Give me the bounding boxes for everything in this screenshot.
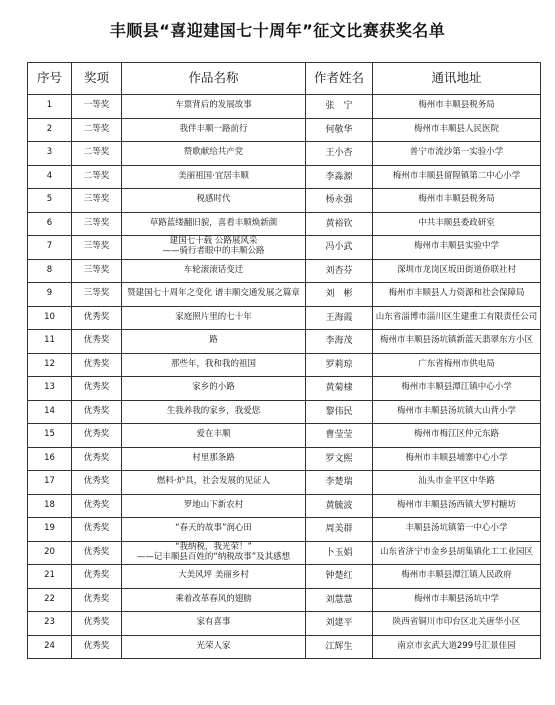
table-row xyxy=(28,165,541,189)
cell-author: 冯小武 xyxy=(306,236,373,260)
cell-title xyxy=(122,377,306,401)
cell-address: 山东省济宁市金乡县胡集镇化工工业园区 xyxy=(373,541,541,565)
title-line: 村里那条路 xyxy=(192,452,235,463)
cell-author: 刘慧慧 xyxy=(306,588,373,612)
cell-title xyxy=(122,259,306,283)
table-row xyxy=(28,212,541,236)
table-row xyxy=(28,118,541,142)
cell-no: 14 xyxy=(28,400,72,424)
cell-no: 8 xyxy=(28,259,72,283)
title-line: ——骑行者眼中的丰顺公路 xyxy=(162,246,265,257)
cell-address: 梅州市丰顺县实验中学 xyxy=(373,236,541,260)
cell-author: 王海霞 xyxy=(306,306,373,330)
header-address: 通讯地址 xyxy=(373,63,541,95)
cell-no: 17 xyxy=(28,471,72,495)
cell-award: 优秀奖 xyxy=(72,471,122,495)
cell-award: 二等奖 xyxy=(72,118,122,142)
cell-award: 优秀奖 xyxy=(72,518,122,542)
cell-no: 7 xyxy=(28,236,72,260)
cell-title xyxy=(122,565,306,589)
cell-author: 李海茂 xyxy=(306,330,373,354)
cell-title xyxy=(122,588,306,612)
cell-address: 梅州市丰顺县汤西镇大罗村糖坊 xyxy=(373,494,541,518)
table-row xyxy=(28,518,541,542)
title-line: 生我养我的家乡，我爱您 xyxy=(166,405,261,416)
table-row xyxy=(28,588,541,612)
table-row xyxy=(28,330,541,354)
cell-award: 三等奖 xyxy=(72,236,122,260)
cell-address: 中共丰顺县委政研室 xyxy=(373,212,541,236)
cell-author: 周美群 xyxy=(306,518,373,542)
cell-address: 山东省淄博市淄川区生建重工有限责任公司 xyxy=(373,306,541,330)
table-row xyxy=(28,353,541,377)
cell-title xyxy=(122,447,306,471)
cell-author: 黄裕钦 xyxy=(306,212,373,236)
cell-no: 11 xyxy=(28,330,72,354)
cell-award: 三等奖 xyxy=(72,283,122,307)
cell-title xyxy=(122,189,306,213)
title-line: ——记丰顺县百姓的“纳税故事”及其感想 xyxy=(136,551,291,562)
cell-no: 19 xyxy=(28,518,72,542)
table-row xyxy=(28,494,541,518)
cell-address: 梅州市丰顺县潭江镇中心小学 xyxy=(373,377,541,401)
cell-author: 刘杏芬 xyxy=(306,259,373,283)
cell-award: 一等奖 xyxy=(72,95,122,119)
cell-author: 李淼源 xyxy=(306,165,373,189)
cell-author: 卜玉娟 xyxy=(306,541,373,565)
cell-no: 13 xyxy=(28,377,72,401)
title-line: 大美风坪 美丽乡村 xyxy=(178,570,249,581)
cell-no: 9 xyxy=(28,283,72,307)
cell-address: 广东省梅州市供电局 xyxy=(373,353,541,377)
cell-address: 梅州市丰顺县汤坑中学 xyxy=(373,588,541,612)
cell-title xyxy=(122,165,306,189)
cell-address: 梅州市丰顺县税务局 xyxy=(373,95,541,119)
table-row xyxy=(28,142,541,166)
cell-address: 梅州市梅江区仲元东路 xyxy=(373,424,541,448)
cell-address: 梅州市丰顺县留隍镇第二中心小学 xyxy=(373,165,541,189)
table-row xyxy=(28,635,541,659)
cell-no: 3 xyxy=(28,142,72,166)
table-row xyxy=(28,259,541,283)
cell-no: 24 xyxy=(28,635,72,659)
title-line: 税感时代 xyxy=(196,194,231,205)
cell-address: 梅州市丰顺县汤坑镇大山背小学 xyxy=(373,400,541,424)
cell-author: 王小杏 xyxy=(306,142,373,166)
cell-award: 优秀奖 xyxy=(72,306,122,330)
cell-address: 深圳市龙岗区坂田街道侨联社村 xyxy=(373,259,541,283)
cell-award: 三等奖 xyxy=(72,212,122,236)
cell-no: 18 xyxy=(28,494,72,518)
title-line: 那些年，我和我的祖国 xyxy=(170,358,256,369)
cell-author: 黎伟民 xyxy=(306,400,373,424)
table-row xyxy=(28,565,541,589)
cell-author: 张 宁 xyxy=(306,95,373,119)
cell-author: 黄菊棣 xyxy=(306,377,373,401)
cell-title xyxy=(122,494,306,518)
cell-award: 优秀奖 xyxy=(72,400,122,424)
title-line: “我纳税，我光荣！” xyxy=(175,541,252,552)
cell-award: 优秀奖 xyxy=(72,565,122,589)
cell-award: 优秀奖 xyxy=(72,447,122,471)
table-body xyxy=(28,95,541,659)
cell-address: 梅州市丰顺县汤坑镇新蓝天翡翠东方小区 xyxy=(373,330,541,354)
cell-award: 二等奖 xyxy=(72,165,122,189)
title-line: 车票背后的发展故事 xyxy=(175,100,252,111)
title-line: 我伴丰顺一路前行 xyxy=(179,123,248,134)
table-row xyxy=(28,283,541,307)
cell-title xyxy=(122,400,306,424)
title-line: 家乡的小路 xyxy=(192,382,235,393)
cell-title xyxy=(122,353,306,377)
cell-no: 23 xyxy=(28,612,72,636)
cell-title xyxy=(122,306,306,330)
table-row xyxy=(28,400,541,424)
table-row xyxy=(28,447,541,471)
cell-title xyxy=(122,612,306,636)
title-line: 家庭照片里的七十年 xyxy=(175,311,252,322)
title-line: 路 xyxy=(209,335,218,346)
title-line: 燃料·炉具，社会发展的见证人 xyxy=(156,476,271,487)
cell-title xyxy=(122,541,306,565)
cell-author: 罗文熙 xyxy=(306,447,373,471)
cell-address: 南京市玄武大道299号汇景佳园 xyxy=(373,635,541,659)
table-row xyxy=(28,189,541,213)
cell-title xyxy=(122,330,306,354)
title-line: “春天的故事”润心田 xyxy=(175,523,252,534)
cell-title xyxy=(122,95,306,119)
cell-title xyxy=(122,142,306,166)
cell-address: 汕头市金平区中华路 xyxy=(373,471,541,495)
cell-title xyxy=(122,283,306,307)
winners-table xyxy=(27,62,541,659)
cell-award: 优秀奖 xyxy=(72,541,122,565)
cell-award: 优秀奖 xyxy=(72,494,122,518)
cell-no: 6 xyxy=(28,212,72,236)
table-row xyxy=(28,377,541,401)
cell-award: 优秀奖 xyxy=(72,424,122,448)
cell-author: 李楚瑞 xyxy=(306,471,373,495)
cell-title xyxy=(122,635,306,659)
title-line: 车轮滚滚话变迁 xyxy=(183,264,244,275)
table-row xyxy=(28,306,541,330)
table-row xyxy=(28,541,541,565)
cell-author: 曹莹莹 xyxy=(306,424,373,448)
title-line: 光荣人家 xyxy=(196,640,231,651)
cell-no: 15 xyxy=(28,424,72,448)
cell-award: 优秀奖 xyxy=(72,612,122,636)
header-title: 作品名称 xyxy=(122,63,306,95)
table-header-row xyxy=(28,63,541,95)
cell-award: 优秀奖 xyxy=(72,353,122,377)
table-row xyxy=(28,471,541,495)
cell-title xyxy=(122,471,306,495)
cell-title xyxy=(122,118,306,142)
cell-address: 梅州市丰顺县潭江镇人民政府 xyxy=(373,565,541,589)
title-line: 爱在丰顺 xyxy=(196,429,231,440)
cell-no: 22 xyxy=(28,588,72,612)
cell-address: 丰顺县汤坑镇第一中心小学 xyxy=(373,518,541,542)
cell-no: 10 xyxy=(28,306,72,330)
cell-author: 刘 彬 xyxy=(306,283,373,307)
table-row xyxy=(28,424,541,448)
cell-title xyxy=(122,236,306,260)
cell-award: 三等奖 xyxy=(72,259,122,283)
cell-address: 普宁市流沙第一实验小学 xyxy=(373,142,541,166)
cell-no: 5 xyxy=(28,189,72,213)
document-title: 丰顺县“喜迎建国七十周年”征文比赛获奖名单 xyxy=(109,21,446,40)
cell-no: 1 xyxy=(28,95,72,119)
title-line: 草路蓝缕翻旧貌，喜看丰顺焕新颜 xyxy=(149,217,278,228)
cell-no: 4 xyxy=(28,165,72,189)
title-line: 罗地山下新农村 xyxy=(183,499,244,510)
cell-author: 杨永强 xyxy=(306,189,373,213)
title-line: 赞建国七十周年之变化 谱丰顺交通发展之篇章 xyxy=(127,288,300,299)
cell-title xyxy=(122,424,306,448)
header-author: 作者姓名 xyxy=(306,63,373,95)
title-line: 家有喜事 xyxy=(196,617,231,628)
cell-award: 优秀奖 xyxy=(72,377,122,401)
cell-award: 三等奖 xyxy=(72,189,122,213)
cell-no: 16 xyxy=(28,447,72,471)
table-row xyxy=(28,612,541,636)
cell-award: 优秀奖 xyxy=(72,635,122,659)
header-award: 奖项 xyxy=(72,63,122,95)
cell-title xyxy=(122,212,306,236)
cell-award: 优秀奖 xyxy=(72,330,122,354)
cell-author: 江辉生 xyxy=(306,635,373,659)
cell-address: 陕西省铜川市印台区北关唐华小区 xyxy=(373,612,541,636)
cell-address: 梅州市丰顺县埔寨中心小学 xyxy=(373,447,541,471)
cell-no: 20 xyxy=(28,541,72,565)
cell-address: 梅州市丰顺县人力资源和社会保障局 xyxy=(373,283,541,307)
cell-no: 21 xyxy=(28,565,72,589)
cell-address: 梅州市丰顺县税务局 xyxy=(373,189,541,213)
cell-address: 梅州市丰顺县人民医院 xyxy=(373,118,541,142)
cell-author: 何敬华 xyxy=(306,118,373,142)
cell-author: 刘建平 xyxy=(306,612,373,636)
cell-no: 12 xyxy=(28,353,72,377)
table-row xyxy=(28,95,541,119)
cell-author: 黄毓波 xyxy=(306,494,373,518)
title-line: 乘着改革春风的翅膀 xyxy=(175,593,252,604)
title-line: 赞歌献给共产党 xyxy=(183,147,244,158)
cell-no: 2 xyxy=(28,118,72,142)
cell-author: 钟楚红 xyxy=(306,565,373,589)
cell-award: 优秀奖 xyxy=(72,588,122,612)
cell-author: 罗莉琼 xyxy=(306,353,373,377)
title-line: 美丽祖国·宜居丰顺 xyxy=(178,170,249,181)
title-line: 建国七十载 公路展风采 xyxy=(169,236,258,247)
cell-title xyxy=(122,518,306,542)
header-no: 序号 xyxy=(28,63,72,95)
table-row xyxy=(28,236,541,260)
cell-award: 二等奖 xyxy=(72,142,122,166)
